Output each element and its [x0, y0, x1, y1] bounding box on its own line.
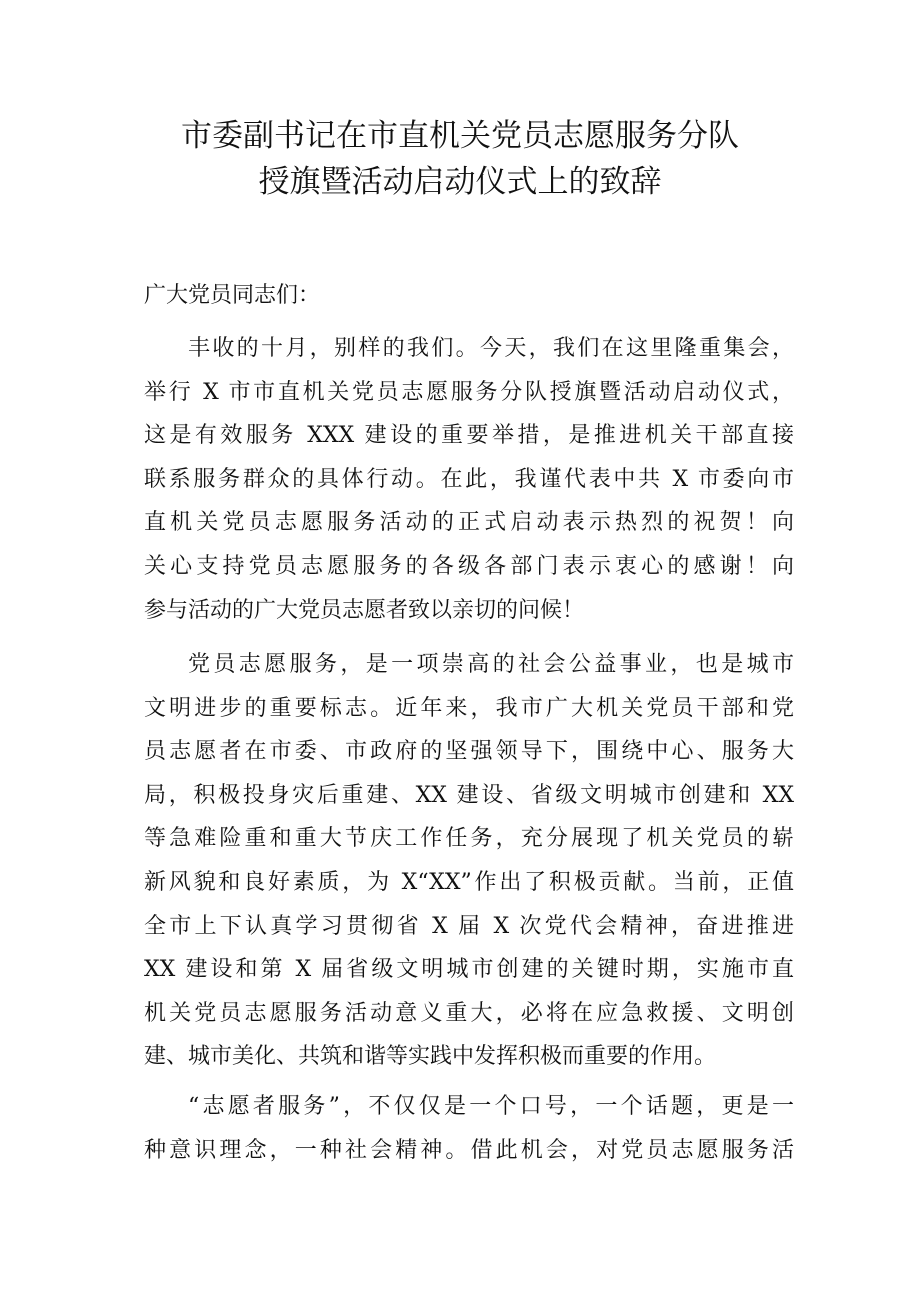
paragraph-line: 局，积极投身灾后重建、XX 建设、省级文明城市创建和 XX: [144, 782, 794, 808]
paragraph-line: 建、城市美化、共筑和谐等实践中发挥积极而重要的作用。: [144, 1044, 717, 1070]
paragraph-line: 员志愿者在市委、市政府的坚强领导下，围绕中心、服务大: [144, 739, 794, 765]
paragraph-line: 党员志愿服务，是一项崇高的社会公益事业，也是城市: [188, 652, 794, 677]
paragraph-3: [144, 1085, 794, 1172]
paragraph-line: 机关党员志愿服务活动意义重大，必将在应急救援、文明创: [144, 1000, 794, 1026]
paragraph-line: XX 建设和第 X 届省级文明城市创建的关键时期，实施市直: [144, 957, 794, 983]
paragraph-2: [144, 643, 794, 1079]
title-line-2: 授旗暨活动启动仪式上的致辞: [258, 164, 662, 200]
paragraph-line: 全市上下认真学习贯彻省 X 届 X 次党代会精神，奋进推进: [144, 913, 794, 939]
paragraph-line: 联系服务群众的具体行动。在此，我谨代表中共 X 市委向市: [144, 466, 794, 492]
paragraph-line: 这是有效服务 XXX 建设的重要举措，是推进机关干部直接: [144, 423, 794, 449]
paragraph-1: [144, 327, 794, 632]
paragraph-line: 文明进步的重要标志。近年来，我市广大机关党员干部和党: [144, 695, 794, 721]
salutation: 广大党员同志们：: [144, 283, 321, 308]
paragraph-line: 直机关党员志愿服务活动的正式启动表示热烈的祝贺！向: [144, 510, 794, 536]
paragraph-line: 关心支持党员志愿服务的各级各部门表示衷心的感谢！向: [144, 553, 794, 579]
paragraph-line: 举行 X 市市直机关党员志愿服务分队授旗暨活动启动仪式，: [144, 379, 794, 405]
paragraph-line: 等急难险重和重大节庆工作任务，充分展现了机关党员的崭: [144, 826, 794, 852]
paragraph-line: 种意识理念，一种社会精神。借此机会，对党员志愿服务活: [144, 1137, 794, 1163]
paragraph-line: 新风貌和良好素质，为 X“XX”作出了积极贡献。当前，正值: [144, 869, 794, 895]
paragraph-line: 参与活动的广大党员志愿者致以亲切的问候！: [144, 597, 585, 623]
title-line-1: 市委副书记在市直机关党员志愿服务分队: [181, 118, 739, 154]
paragraph-line: 丰收的十月，别样的我们。今天，我们在这里隆重集会，: [188, 336, 794, 361]
document-title: [60, 113, 860, 205]
paragraph-line: “志愿者服务”，不仅仅是一个口号，一个话题，更是一: [188, 1094, 794, 1119]
